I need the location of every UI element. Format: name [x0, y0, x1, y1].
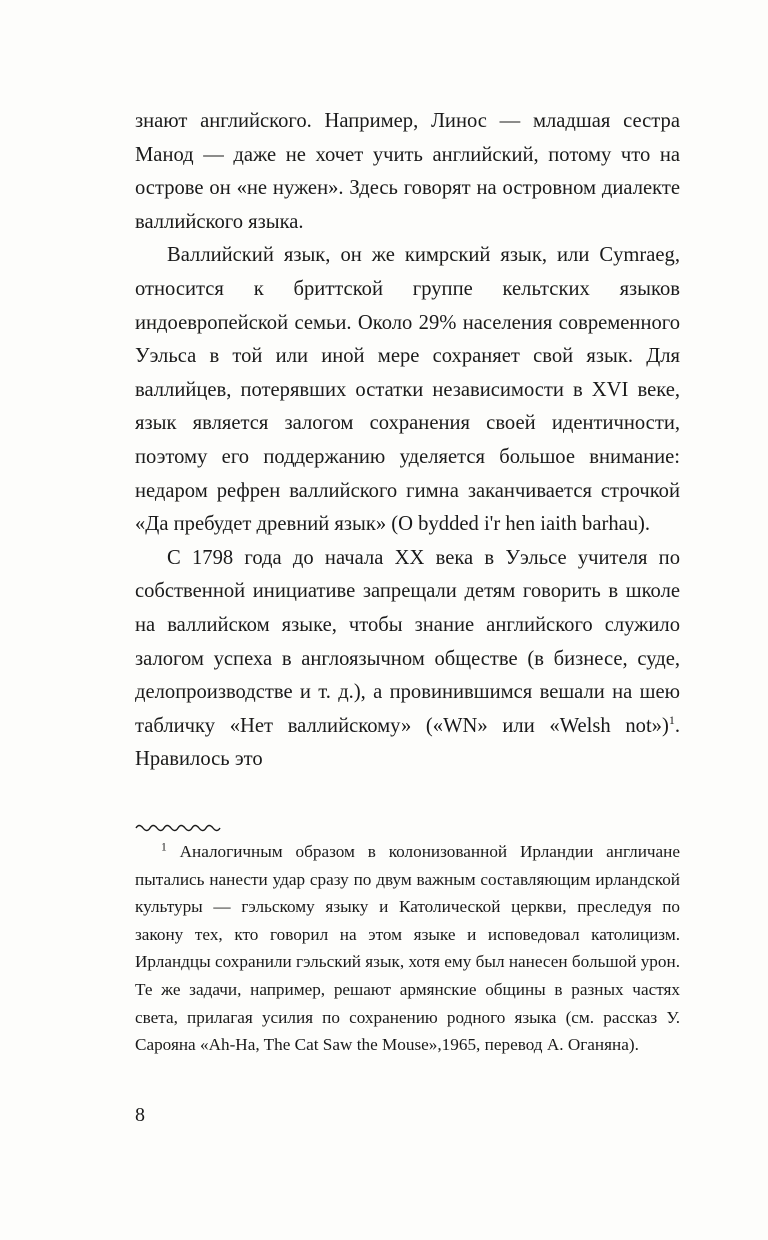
paragraph-3: [135, 542, 680, 777]
footnote-body: Аналогичным образом в колонизованной Ирландии англичане пытались нанести удар сразу по двум важным составляющим ирландской культуры — гэльскому языку и Католической церкви, преследуя по закону тех, кто говорил на этом языке и исповедовал католицизм. Ирландцы сохранили гэльский язык, хотя ему был нанесен большой урон. Те же задачи, например, решают армянские общины в разных частях света, прилагая усилия по сохранению родного языка (см. рассказ У. Сарояна «Ah-Ha, The Cat Saw the Mouse»,1965, перевод А. Оганяна).: [135, 842, 680, 1055]
footnote-text: [135, 838, 680, 1059]
paragraph-1: знают английского. Например, Линос — младшая сестра Манод — даже не хочет учить английский, потому что на острове он «не нужен». Здесь говорят на островном диалекте валлийского языка.: [135, 110, 680, 233]
footnote-block: [135, 822, 680, 1059]
paragraph-2: Валлийский язык, он же кимрский язык, или Cymraeg, относится к бриттской группе кельтских языков индоевропейской семьи. Около 29% населения современного Уэльса в той или иной мере сохраняет свой язык. Для валлийцев, потерявших остатки независимости в XVI веке, язык является залогом сохранения своей идентичности, поэтому его поддержанию уделяется большое внимание: недаром рефрен валлийского гимна заканчивается строчкой «Да пребудет древний язык» (O bydded i'r hen iaith barhau).: [135, 244, 680, 536]
paragraph-3-text-after-note: . Нравилось это: [135, 714, 680, 771]
page-body-text: [135, 105, 680, 777]
page-number: 8: [135, 1104, 146, 1126]
footnote-reference-marker[interactable]: 1: [668, 712, 675, 727]
footnote-separator-squiggle: [135, 822, 221, 832]
paragraph-3-text-before-note: С 1798 года до начала XX века в Уэльсе учителя по собственной инициативе запрещали детям говорить в школе на валлийском языке, чтобы знание английского служило залогом успеха в англоязычном обществе (в бизнесе, суде, делопроизводстве и т. д.), а провинившимся вешали на шею табличку «Нет валлийскому» («WN» или «Welsh not»): [135, 546, 680, 737]
footnote-number: 1: [161, 841, 167, 854]
